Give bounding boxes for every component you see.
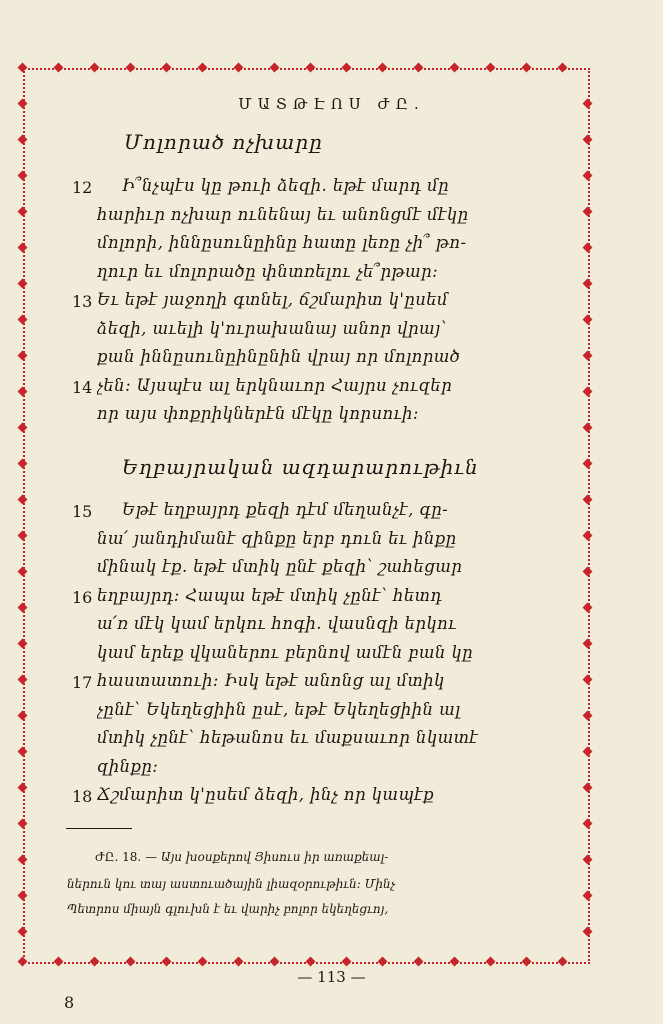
verse-number: 18: [72, 787, 93, 806]
section-heading: Մոլորած ոչխարը: [124, 130, 323, 154]
verse-line: նա՛ յանդիմանէ զինքը երբ դուն եւ ինքը: [97, 528, 457, 548]
verse-line: զինքը:: [97, 756, 159, 776]
section-heading: Եղբայրական ազդարարութիւն: [122, 455, 479, 479]
verse-line: Եւ եթէ յաջողի գտնել, ճշմարիտ կ'ըսեմ: [97, 290, 449, 309]
footnote-line: ներուն կու տայ աստուածային լիազօրութիւն: Մինչ: [67, 877, 396, 891]
verse-line: Եթէ եղբայրդ քեզի դէմ մեղանչէ, գը-: [122, 500, 449, 519]
verse-number: 17: [72, 673, 93, 692]
verse-number: 12: [72, 178, 93, 197]
verse-line: Ի՞նչպէս կը թուի ձեզի. եթէ մարդ մը: [122, 176, 450, 195]
page-number: — 113 —: [297, 968, 366, 986]
verse-number: 15: [72, 502, 93, 521]
verse-line: չեն: Այսպէս ալ երկնաւոր Հայրս չուզեր: [97, 375, 453, 395]
verse-line: ա՛ռ մէկ կամ երկու հոգի. վասնզի երկու: [97, 614, 457, 633]
verse-line: հարիւր ոչխար ունենայ եւ անոնցմէ մէկը: [97, 204, 469, 224]
signature-mark: 8: [64, 993, 75, 1012]
verse-number: 13: [72, 292, 93, 311]
verse-line: ղուր եւ մոլորածը փնտռելու չե՞րթար:: [97, 261, 439, 281]
running-header: ՄԱՏԹԷՈՍ ԺԸ.: [238, 95, 425, 113]
verse-line: մտիկ չընէ՝ հեթանոս եւ մաքսաւոր նկատէ: [97, 728, 479, 747]
footnote-line: Պետրոս միայն գլուխն է եւ վարիչ բոլոր եկեղեցւոյ,: [67, 902, 389, 916]
footnote-rule: [66, 828, 132, 829]
verse-line: մինակ էք. եթէ մտիկ ընէ քեզի՝ շահեցար: [97, 557, 463, 576]
footnote-text: — Այս խօսքերով Յիսուս իր առաքեալ-: [145, 850, 389, 864]
footnote-reference: ԺԸ. 18.: [95, 850, 146, 864]
verse-number: 14: [72, 377, 93, 397]
verse-line: Ճշմարիտ կ'ըսեմ ձեզի, ինչ որ կապէք: [97, 785, 435, 804]
verse-line: քան իննըսունըինընին վրայ որ մոլորած: [97, 347, 461, 366]
verse-line: որ այս փոքրիկներէն մէկը կորսուի:: [97, 404, 419, 423]
verse-line: մոլորի, իննըսունըինը հատը լեռը չի՞ թո-: [97, 233, 467, 252]
verse-line: եղբայրդ: Հապա եթէ մտիկ չընէ՝ հետդ: [97, 585, 443, 605]
verse-line: կամ երեք վկաներու բերնով ամէն բան կը: [97, 642, 474, 662]
footnote-line: [95, 850, 530, 864]
verse-line: չընէ՝ Եկեղեցիին ըսէ, եթէ Եկեղեցիին ալ: [97, 699, 461, 719]
verse-line: հաստատուի: Իսկ եթէ անոնց ալ մտիկ: [97, 671, 445, 690]
verse-number: 16: [72, 587, 93, 607]
verse-line: ձեզի, աւելի կ'ուրախանայ անոր վրայ՝: [97, 318, 447, 338]
